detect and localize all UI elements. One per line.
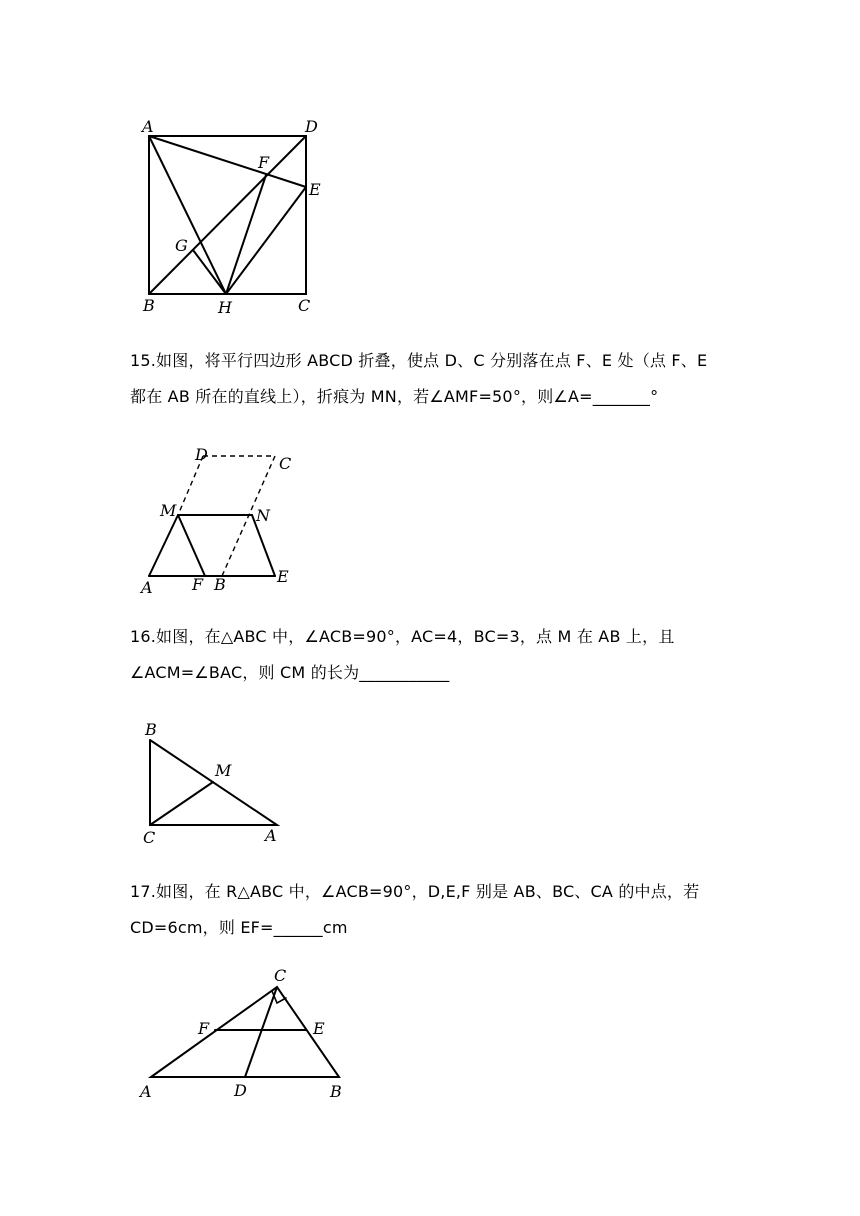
- diagonal-bd: [149, 136, 306, 294]
- triangle-abc: [151, 987, 339, 1077]
- label-b: B: [145, 720, 157, 739]
- segment-ae: [149, 136, 306, 187]
- question-16-line-2: ∠ACM=∠BAC，则 CM 的长为___________: [130, 663, 450, 682]
- label-d: D: [305, 117, 318, 136]
- question-16-line-1: 16.如图，在△ABC 中，∠ACB=90°，AC=4，BC=3，点 M 在 AB 上，且: [130, 627, 675, 646]
- dashed-dm: [178, 456, 203, 515]
- label-e: E: [309, 180, 321, 199]
- label-d: D: [234, 1081, 247, 1100]
- question-15-line-2: 都在 AB 所在的直线上），折痕为 MN，若∠AMF=50°，则∠A=_______°: [130, 387, 659, 406]
- label-f: F: [258, 153, 270, 172]
- label-m: M: [215, 761, 232, 780]
- label-b: B: [330, 1082, 342, 1101]
- label-a: A: [265, 826, 277, 845]
- label-g: G: [175, 236, 188, 255]
- label-c: C: [279, 454, 292, 473]
- segment-am: [149, 515, 178, 576]
- label-n: N: [256, 506, 270, 525]
- question-16: [130, 619, 740, 691]
- question-15-line-1: 15.如图，将平行四边形 ABCD 折叠，使点 D、C 分别落在点 F、E 处（点 F、E: [130, 351, 708, 370]
- figure-16-triangle: [130, 710, 300, 850]
- question-15: [130, 343, 740, 415]
- label-b: B: [143, 296, 155, 315]
- segment-hf: [226, 175, 266, 294]
- question-17-line-1: 17.如图，在 R△ABC 中，∠ACB=90°，D,E,F 别是 AB、BC、CA 的中点，若: [130, 882, 700, 901]
- label-c: C: [298, 296, 311, 315]
- question-17: [130, 874, 740, 946]
- label-a: A: [140, 1082, 152, 1101]
- median-cd: [245, 987, 277, 1077]
- label-a: A: [141, 578, 153, 597]
- figure-15-parallelogram: [130, 440, 310, 600]
- question-17-line-2: CD=6cm，则 EF=______cm: [130, 918, 348, 937]
- label-d: D: [195, 445, 208, 464]
- segment-cm: [150, 782, 213, 825]
- figure-14-square: [130, 110, 340, 320]
- label-c: C: [274, 966, 287, 985]
- label-c: C: [143, 828, 156, 847]
- label-e: E: [313, 1019, 325, 1038]
- label-b: B: [214, 575, 226, 594]
- label-f: F: [192, 575, 204, 594]
- label-a: A: [142, 117, 154, 136]
- figure-17-triangle: [130, 960, 360, 1110]
- label-h: H: [218, 298, 232, 317]
- segment-gh: [193, 250, 226, 294]
- label-f: F: [198, 1019, 210, 1038]
- segment-mf: [178, 515, 205, 576]
- label-m: M: [160, 501, 177, 520]
- label-e: E: [277, 567, 289, 586]
- segment-ah: [149, 136, 226, 294]
